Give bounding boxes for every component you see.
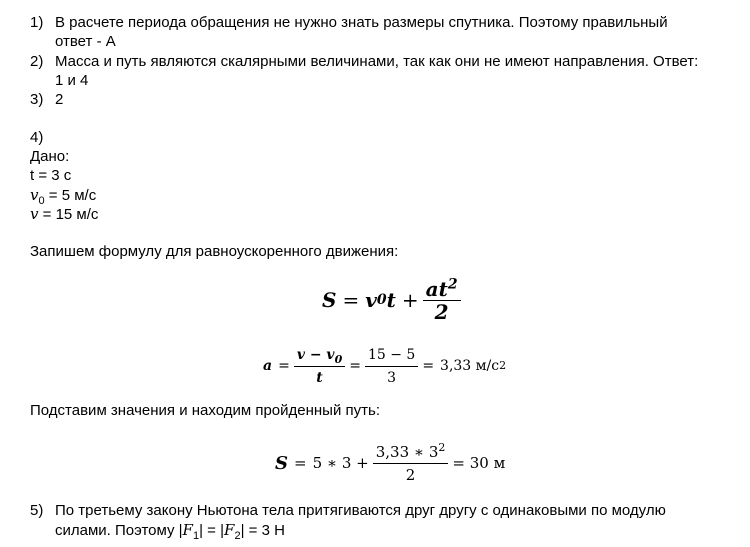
answer-text-line: 1 и 4	[55, 72, 89, 89]
fraction: $\frac{at^2}{2}$	[423, 280, 461, 321]
item-number: 1)	[30, 14, 44, 31]
answer-text-line: силами. Поэтому $|F_1| = |F_2| = 3$ Н	[55, 521, 285, 542]
given-initial-velocity: $v_0 = 5$ м/с	[30, 186, 97, 207]
fraction: $\frac{v - v_0}{t}$	[294, 346, 345, 387]
answer-text-line: 2	[55, 91, 64, 108]
item-number: 3)	[30, 91, 44, 108]
given-label: Дано:	[30, 148, 70, 165]
given-final-velocity: v = 15 м/с	[30, 205, 99, 223]
answer-text-line: Масса и путь являются скалярными величинами, так как они не имеют направления. Ответ:	[55, 53, 699, 70]
force-2-magnitude: $|F_2|$	[220, 521, 245, 542]
answer-text-line: По третьему закону Ньютона тела притягиваются друг другу с одинаковыми по модулю	[55, 502, 666, 519]
fraction: $\frac{3,33 ∗ 3^2}{2}$	[373, 443, 449, 484]
acceleration-formula: a = $\frac{v - v_0}{t}$ = $\frac{15 - 5}{3}$ = 3,33 м/с 2	[263, 346, 507, 386]
formula-intro: Запишем формулу для равноускоренного движения:	[30, 243, 399, 260]
item-number: 4)	[30, 129, 44, 146]
answer-text-line: В расчете периода обращения не нужно знать размеры спутника. Поэтому правильный	[55, 14, 668, 31]
distance-formula: S = v 0 t + $\frac{at^2}{2}$	[322, 275, 465, 325]
force-1-magnitude: $|F_1|$	[178, 521, 203, 542]
item-number: 2)	[30, 53, 44, 70]
given-time: t = 3 с	[30, 167, 72, 184]
fraction: $\frac{15 - 5}{3}$	[365, 346, 418, 387]
substitute-intro: Подставим значения и находим пройденный путь:	[30, 402, 380, 419]
distance-result-formula: S = 5 ∗ 3 + $\frac{3,33 ∗ 3^2}{2}$ = 30 м	[275, 440, 506, 484]
answer-text-line: ответ - А	[55, 33, 116, 50]
item-number: 5)	[30, 502, 44, 519]
